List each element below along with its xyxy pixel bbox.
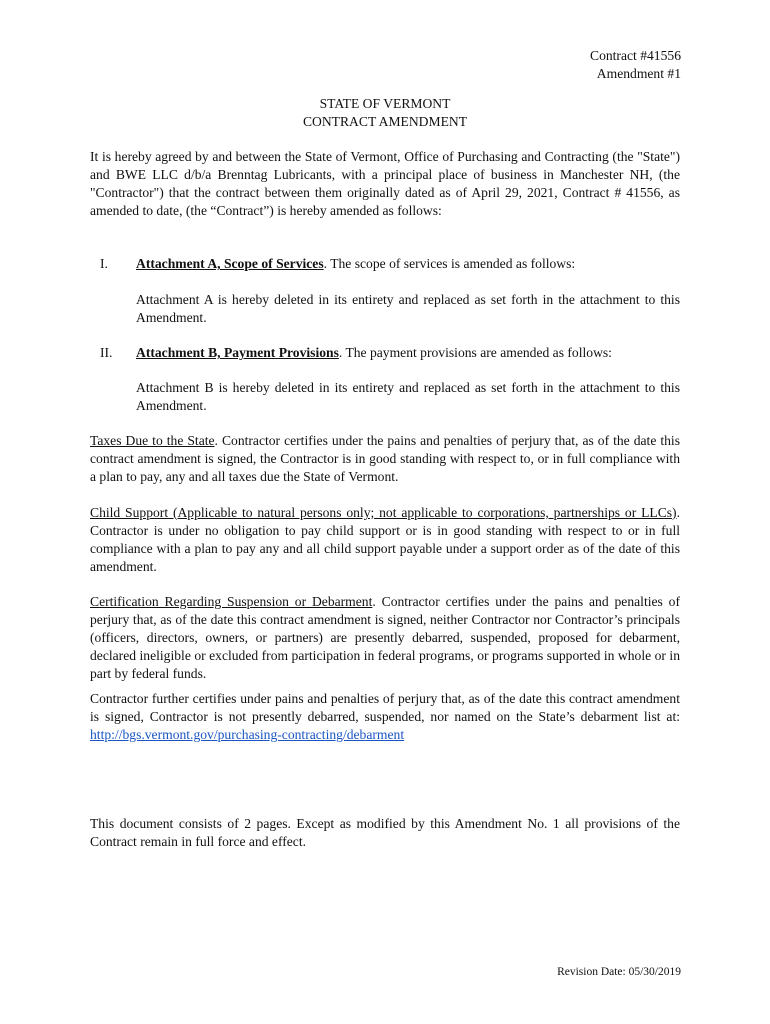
section-heading: Attachment A, Scope of Services [136, 256, 324, 271]
taxes-text: . Contractor certifies under the pains and penalties of perjury that, as of the date this contract amendment is signed, the Contractor is in good standing with respect to, or in full compliance with a plan to pay, any and all taxes due the State of Vermont. [90, 433, 680, 484]
section-heading: Attachment B, Payment Provisions [136, 345, 339, 360]
section-body: Attachment B is hereby deleted in its entirety and replaced as set forth in the attachment to this Amendment. [136, 380, 680, 413]
section-numeral: II. [100, 345, 113, 360]
section-lead: . The scope of services is amended as follows: [323, 256, 576, 271]
title-line-state: STATE OF VERMONT [319, 96, 451, 111]
taxes-heading: Taxes Due to the State [90, 433, 215, 448]
section-attachment-b [90, 344, 680, 424]
intro-paragraph: It is hereby agreed by and between the State of Vermont, Office of Purchasing and Contracting (the "State") and BWE LLC d/b/a Brenntag Lubricants, with a principal place of business in Manchester NH, (the "Contractor") that the contract between them originally dated as of April 29, 2021, Contract # 41556, as amended to date, (the “Contract”) is hereby amended as follows: [90, 149, 680, 218]
revision-date: Revision Date: 05/30/2019 [557, 966, 681, 978]
debarment-text: . Contractor certifies under the pains and penalties of perjury that, as of the date this contract amendment is signed, neither Contractor nor Contractor’s principals (officers, directors, owners, or partners) are presently debarred, suspended, proposed for debarment, declared ineligible or excluded from participation in federal programs, or programs supported in whole or in part by federal funds. [90, 594, 680, 681]
taxes-paragraph [90, 432, 680, 486]
debarment-heading: Certification Regarding Suspension or Debarment [90, 594, 373, 609]
further-text: Contractor further certifies under pains and penalties of perjury that, as of the date this contract amendment is signed, Contractor is not presently debarred, suspended, nor named on the State’s debarment list at: [90, 691, 680, 724]
child-support-heading: Child Support (Applicable to natural persons only; not applicable to corporations, partnerships or LLCs) [90, 505, 677, 520]
section-heading-line [136, 344, 680, 362]
section-heading-line [136, 255, 680, 273]
closing-paragraph: This document consists of 2 pages. Except as modified by this Amendment No. 1 all provisions of the Contract remain in full force and effect. [90, 816, 680, 849]
debarment-list-link[interactable]: http://bgs.vermont.gov/purchasing-contracting/debarment [90, 727, 405, 742]
debarment-paragraph [90, 593, 680, 683]
contract-header [590, 47, 681, 83]
further-certification-paragraph [90, 690, 680, 744]
section-body: Attachment A is hereby deleted in its entirety and replaced as set forth in the attachment to this Amendment. [136, 292, 680, 325]
document-title [0, 95, 770, 131]
child-support-paragraph [90, 504, 680, 576]
child-support-text: . Contractor is under no obligation to pay child support or is in good standing with respect to or in full compliance with a plan to pay any and all child support payable under a support order as of the date of this amendment. [90, 505, 680, 574]
amendment-number: Amendment #1 [596, 66, 681, 81]
contract-number: Contract #41556 [590, 48, 681, 63]
title-line-amendment: CONTRACT AMENDMENT [302, 114, 467, 129]
section-attachment-a [90, 255, 680, 335]
section-lead: . The payment provisions are amended as follows: [338, 345, 612, 360]
section-numeral: I. [100, 256, 108, 271]
